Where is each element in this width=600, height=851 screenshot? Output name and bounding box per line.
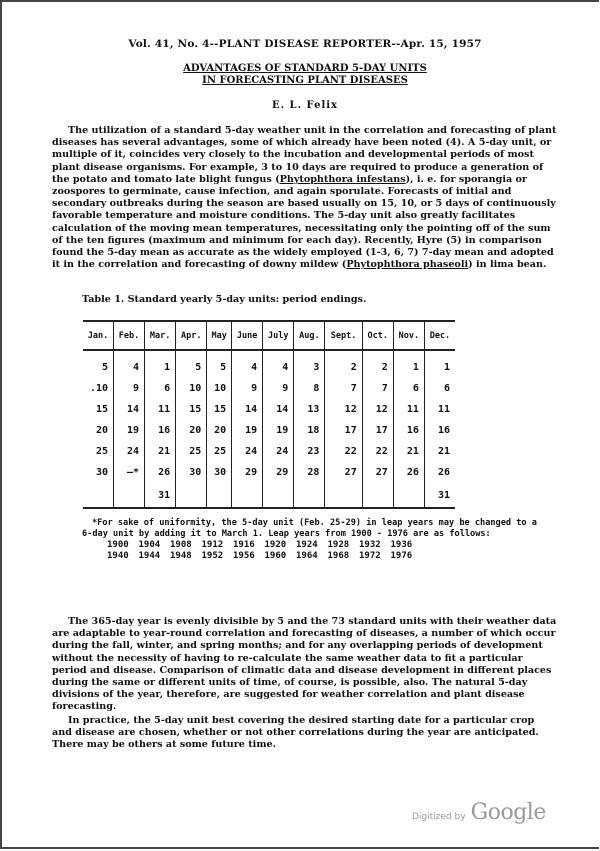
paragraph-365-day-text: The 365-day year is evenly divisible by 5 and the 73 standard units with their weather data are adaptable to year-round correlation and forecasting of diseases, a number of which occur during the fall, winter, and spring months; and for any overlapping periods of development without the necessity of having to re-calculate the same weather data to fit a particular period and disease. Comparison of climatic data and disease development in different places during the same or different units of time, of course, is possible, also. The natural 5-day divisions of the year, therefore, are suggested for weather correlation and plant disease forecasting. bbox=[52, 616, 557, 713]
table-cell: 12 bbox=[362, 399, 393, 420]
table-cell: 2 bbox=[325, 350, 362, 378]
table-cell bbox=[362, 483, 393, 508]
column-header-sept: Sept. bbox=[325, 321, 362, 350]
table-cell bbox=[207, 483, 232, 508]
table-cell: 29 bbox=[263, 462, 294, 483]
table-row bbox=[83, 462, 455, 483]
table-cell: 16 bbox=[145, 420, 176, 441]
table-cell: 15 bbox=[176, 399, 207, 420]
table-cell: 3 bbox=[294, 350, 325, 378]
paragraph-365-day bbox=[52, 616, 557, 714]
column-header-may: May bbox=[207, 321, 232, 350]
table-cell: 7 bbox=[325, 378, 362, 399]
table-cell: 25 bbox=[95, 446, 108, 457]
table-cell: 21 bbox=[424, 441, 455, 462]
leap-year: 1964 bbox=[296, 551, 318, 561]
table-cell: 7 bbox=[362, 378, 393, 399]
paragraph-intro bbox=[52, 125, 557, 271]
table-cell: 26 bbox=[145, 462, 176, 483]
table-cell: 10 bbox=[176, 378, 207, 399]
leap-year: 1900 bbox=[107, 540, 129, 550]
table-cell: 6 bbox=[145, 378, 176, 399]
leap-year: 1908 bbox=[170, 540, 192, 550]
table-cell: 30 bbox=[176, 462, 207, 483]
table-cell: 20 bbox=[207, 420, 232, 441]
table-cell: 2 bbox=[362, 350, 393, 378]
table-cell: 1 bbox=[145, 350, 176, 378]
paragraph-intro-text-2: ), i. e. for sporangia or zoospores to germinate, cause infection, and again sporulate. Forecasts of initial and secondary outbreaks during the season are based usually on 15, 10, or 5 days of continuously favorable temperature and moisture conditions. The 5-day unit also greatly facilitates calculation of the moving mean temperatures, necessitating only the pointing off of the sum of the ten figures (maximum and minimum for each day). Recently, Hyre (5) in comparison found the 5-day mean as accurate as the widely employed (1-3, 6, 7) 7-day mean and adopted it in the correlation and forecasting of downy mildew ( bbox=[52, 173, 556, 271]
table-row bbox=[83, 441, 455, 462]
title-line-2: IN FORECASTING PLANT DISEASES bbox=[202, 75, 408, 86]
leap-year: 1956 bbox=[233, 551, 255, 561]
table-cell: 19 bbox=[263, 420, 294, 441]
table-cell: 31 bbox=[145, 483, 176, 508]
table-cell bbox=[263, 483, 294, 508]
table-cell: 4 bbox=[232, 350, 263, 378]
column-header-aug: Aug. bbox=[294, 321, 325, 350]
table-cell: 21 bbox=[393, 441, 424, 462]
period-endings-table bbox=[83, 320, 455, 509]
table-cell: 16 bbox=[393, 420, 424, 441]
table-cell: 25 bbox=[207, 441, 232, 462]
column-header-feb: Feb. bbox=[113, 321, 144, 350]
leap-year: 1952 bbox=[201, 551, 224, 561]
table-cell: 20 bbox=[176, 420, 207, 441]
table-cell: 5 bbox=[207, 350, 232, 378]
table-cell: 19 bbox=[232, 420, 263, 441]
table-cell: 5 bbox=[101, 362, 108, 373]
column-header-nov: Nov. bbox=[393, 321, 424, 350]
table-cell: 31 bbox=[424, 483, 455, 508]
paragraph-practice-text: In practice, the 5-day unit best covering the desired starting date for a particular crop and disease are chosen, whether or not other correlations during the year are anticipated. There may be others at some future time. bbox=[52, 715, 539, 751]
column-header-jan: Jan. bbox=[83, 321, 113, 350]
table-cell: 6 bbox=[424, 378, 455, 399]
leap-years-row-1 bbox=[107, 540, 542, 551]
table-cell: 25 bbox=[176, 441, 207, 462]
table-cell: 24 bbox=[113, 441, 144, 462]
table-cell: 28 bbox=[294, 462, 325, 483]
table-cell: 21 bbox=[145, 441, 176, 462]
table-cell bbox=[232, 483, 263, 508]
column-header-june: June bbox=[232, 321, 263, 350]
table-cell bbox=[294, 483, 325, 508]
table-cell: 1 bbox=[393, 350, 424, 378]
leap-year: 1940 bbox=[107, 551, 129, 561]
table-cell: 12 bbox=[325, 399, 362, 420]
table-caption: Table 1. Standard yearly 5-day units: period endings. bbox=[82, 294, 367, 305]
table-cell: 13 bbox=[294, 399, 325, 420]
table-header-row bbox=[83, 321, 455, 350]
table-cell: 23 bbox=[294, 441, 325, 462]
table-cell: 8 bbox=[294, 378, 325, 399]
column-header-oct: Oct. bbox=[362, 321, 393, 350]
table-cell: 26 bbox=[393, 462, 424, 483]
table-cell: .10 bbox=[89, 383, 108, 394]
leap-year: 1948 bbox=[170, 551, 192, 561]
table-cell: 15 bbox=[95, 404, 108, 415]
running-head: Vol. 41, No. 4--PLANT DISEASE REPORTER--Apr. 15, 1957 bbox=[128, 38, 482, 50]
table-cell: 15 bbox=[207, 399, 232, 420]
table-cell: 27 bbox=[325, 462, 362, 483]
title-line-1: ADVANTAGES OF STANDARD 5-DAY UNITS bbox=[183, 63, 427, 74]
table-cell: 18 bbox=[294, 420, 325, 441]
table-cell: 20 bbox=[95, 425, 108, 436]
table-cell: 16 bbox=[424, 420, 455, 441]
table-cell: 11 bbox=[393, 399, 424, 420]
table-cell: 30 bbox=[95, 467, 108, 478]
watermark-prefix: Digitized by bbox=[412, 812, 466, 822]
table-cell: 9 bbox=[232, 378, 263, 399]
author: E. L. Felix bbox=[271, 100, 339, 111]
table-cell bbox=[113, 483, 144, 508]
column-header-apr: Apr. bbox=[176, 321, 207, 350]
table-cell bbox=[83, 483, 113, 508]
table-cell: 17 bbox=[362, 420, 393, 441]
table-cell bbox=[393, 483, 424, 508]
table-row bbox=[83, 399, 455, 420]
table-row bbox=[83, 483, 455, 508]
table-cell: 14 bbox=[263, 399, 294, 420]
footnote-text: *For sake of uniformity, the 5-day unit (Feb. 25-29) in leap years may be changed to a 6-day unit by adding it to March 1. Leap years from 1900 - 1976 are as follows: bbox=[82, 518, 537, 539]
leap-year: 1916 bbox=[233, 540, 255, 550]
table-cell: 17 bbox=[325, 420, 362, 441]
column-header-july: July bbox=[263, 321, 294, 350]
table-row bbox=[83, 420, 455, 441]
table-cell: 27 bbox=[362, 462, 393, 483]
leap-year: 1920 bbox=[264, 540, 287, 550]
article-title bbox=[0, 63, 600, 87]
table-row bbox=[83, 378, 455, 399]
leap-year: 1976 bbox=[390, 551, 413, 561]
table-body bbox=[83, 350, 455, 508]
paragraph-practice bbox=[52, 715, 557, 752]
table-cell: 22 bbox=[325, 441, 362, 462]
table-cell: 24 bbox=[232, 441, 263, 462]
leap-year: 1960 bbox=[264, 551, 287, 561]
leap-year: 1944 bbox=[138, 551, 161, 561]
leap-year: 1924 bbox=[296, 540, 318, 550]
leap-year: 1936 bbox=[390, 540, 413, 550]
table-cell: 11 bbox=[424, 399, 455, 420]
table-cell: 9 bbox=[113, 378, 144, 399]
table-cell: 4 bbox=[263, 350, 294, 378]
table-cell: 11 bbox=[145, 399, 176, 420]
leap-year: 1968 bbox=[327, 551, 350, 561]
table-cell: 22 bbox=[362, 441, 393, 462]
table-cell: 26 bbox=[424, 462, 455, 483]
table-cell: 19 bbox=[113, 420, 144, 441]
table-cell: 14 bbox=[232, 399, 263, 420]
google-watermark bbox=[412, 800, 546, 825]
table-cell: 30 bbox=[207, 462, 232, 483]
table-cell: 1 bbox=[424, 350, 455, 378]
table-cell: 5 bbox=[176, 350, 207, 378]
table-footnote bbox=[82, 518, 542, 562]
table-cell: 29 bbox=[232, 462, 263, 483]
table-cell: 10 bbox=[207, 378, 232, 399]
table-row bbox=[83, 350, 455, 378]
paragraph-intro-text-3: ) in lima bean. bbox=[468, 259, 547, 271]
leap-year: 1912 bbox=[201, 540, 224, 550]
paragraph-intro-text-1: The utilization of a standard 5-day weather unit in the correlation and forecasting of plant diseases has several advantages, some of which already have been noted (4). A 5-day unit, or multiple of it, coincides very closely to the incubation and developmental periods of most plant disease organisms. For example, 3 to 10 days are required to produce a generation of the potato and tomato late blight fungus ( bbox=[52, 125, 557, 185]
table-cell: —* bbox=[113, 462, 144, 483]
column-header-dec: Dec. bbox=[424, 321, 455, 350]
table-cell: 6 bbox=[393, 378, 424, 399]
species-name-infestans: Phytophthora infestans bbox=[279, 173, 406, 185]
table-cell: 24 bbox=[263, 441, 294, 462]
leap-year: 1972 bbox=[359, 551, 381, 561]
google-logo: Google bbox=[470, 800, 546, 825]
leap-year: 1928 bbox=[327, 540, 350, 550]
leap-year: 1904 bbox=[138, 540, 161, 550]
table-cell: 14 bbox=[113, 399, 144, 420]
species-name-phaseoli: Phytophthora phaseoli bbox=[346, 259, 469, 271]
leap-year: 1932 bbox=[359, 540, 381, 550]
table-cell bbox=[325, 483, 362, 508]
table-cell bbox=[176, 483, 207, 508]
leap-years-row-2 bbox=[107, 551, 542, 562]
table-cell: 9 bbox=[263, 378, 294, 399]
column-header-mar: Mar. bbox=[145, 321, 176, 350]
table-cell: 4 bbox=[113, 350, 144, 378]
